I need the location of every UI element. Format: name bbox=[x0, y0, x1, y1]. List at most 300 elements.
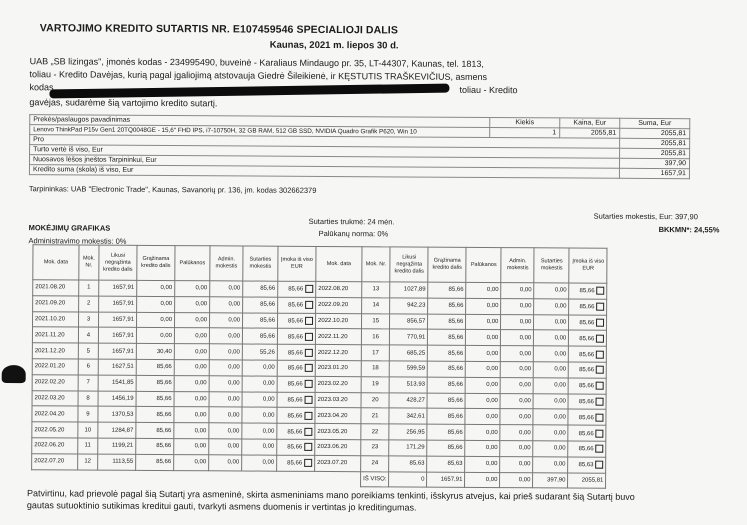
payment-date bbox=[32, 359, 78, 375]
payment-checkbox[interactable] bbox=[596, 334, 604, 342]
payment-checkbox[interactable] bbox=[596, 350, 604, 358]
schedule-value: 55,26 bbox=[259, 349, 275, 356]
schedule-cell bbox=[390, 282, 428, 298]
payment-number bbox=[78, 343, 98, 359]
schedule-cell bbox=[569, 362, 607, 378]
schedule-value: 0,00 bbox=[228, 285, 241, 292]
schedule-value: 0,00 bbox=[194, 443, 207, 450]
schedule-value: 85,66 bbox=[579, 320, 595, 327]
payment-date bbox=[315, 439, 361, 455]
schedule-cell bbox=[390, 298, 428, 314]
schedule-value: 0,00 bbox=[194, 427, 207, 434]
schedule-value: 16 bbox=[372, 334, 379, 341]
schedule-value: 1456,19 bbox=[111, 395, 134, 402]
payment-date bbox=[316, 297, 362, 313]
schedule-cell bbox=[99, 280, 137, 296]
schedule-total-spacer bbox=[174, 470, 209, 486]
schedule-total-spacer bbox=[32, 469, 78, 485]
payment-number bbox=[78, 391, 98, 407]
schedule-value: 18 bbox=[372, 365, 379, 372]
schedule-header-right-0: Mok. data bbox=[316, 246, 362, 281]
admin-fee: Administravimo mokestis: 0% bbox=[28, 236, 127, 246]
schedule-cell bbox=[569, 299, 607, 315]
schedule-value: 85,66 bbox=[448, 318, 464, 325]
schedule-value: 0,00 bbox=[227, 427, 240, 435]
schedule-value: 85,66 bbox=[448, 366, 464, 373]
schedule-value: 85,66 bbox=[156, 459, 172, 466]
schedule-value: 85,66 bbox=[260, 301, 276, 308]
payment-checkbox[interactable] bbox=[597, 287, 605, 295]
schedule-value: 0,00 bbox=[194, 459, 207, 466]
payment-checkbox[interactable] bbox=[596, 366, 604, 374]
asset-total-label: Turto vertė iš viso, Eur bbox=[30, 145, 620, 159]
schedule-value: 0,00 bbox=[519, 303, 532, 310]
schedule-cell bbox=[209, 391, 242, 407]
schedule-cell bbox=[277, 360, 315, 376]
payment-checkbox[interactable] bbox=[304, 459, 312, 467]
schedule-cell bbox=[568, 394, 606, 410]
schedule-cell bbox=[137, 312, 175, 328]
contract-date: Kaunas, 2021 m. liepos 30 d. bbox=[269, 39, 399, 52]
schedule-cell bbox=[136, 391, 174, 407]
payment-number bbox=[361, 424, 389, 440]
schedule-cell bbox=[500, 409, 533, 425]
schedule-value: 0,00 bbox=[554, 382, 567, 389]
schedule-value: 0,00 bbox=[554, 335, 567, 342]
schedule-header-right-3: Grąžinama kredito dalis bbox=[428, 247, 466, 282]
schedule-cell bbox=[136, 407, 174, 423]
schedule-value: 0,00 bbox=[228, 333, 240, 340]
payment-number bbox=[361, 329, 389, 345]
payment-number bbox=[78, 406, 98, 422]
schedule-value: 2023.04.20 bbox=[317, 412, 348, 419]
schedule-value: 85,66 bbox=[447, 381, 464, 389]
schedule-value: 85,66 bbox=[260, 317, 276, 324]
bkkmn-rate: BKKMN*: 24,55% bbox=[658, 225, 720, 235]
schedule-cell bbox=[569, 346, 607, 362]
schedule-cell bbox=[242, 328, 277, 344]
schedule-value: 14 bbox=[372, 302, 380, 309]
schedule-cell bbox=[277, 408, 315, 424]
payment-date bbox=[316, 281, 362, 297]
payment-date bbox=[33, 280, 79, 296]
schedule-header-left-7: Įmoka iš viso EUR bbox=[278, 246, 316, 281]
payment-checkbox[interactable] bbox=[596, 319, 604, 327]
schedule-cell bbox=[174, 423, 209, 439]
schedule-cell bbox=[98, 327, 136, 343]
schedule-value: 0,00 bbox=[486, 429, 498, 436]
schedule-value: 0,00 bbox=[227, 412, 240, 419]
schedule-value: 0,00 bbox=[554, 414, 566, 421]
schedule-value: 0,00 bbox=[518, 461, 531, 468]
schedule-value: 685,25 bbox=[406, 350, 426, 357]
schedule-value: 2022.08.20 bbox=[318, 286, 349, 293]
payment-schedule-table bbox=[31, 244, 608, 489]
schedule-cell bbox=[278, 297, 316, 313]
schedule-value: 0,00 bbox=[195, 301, 208, 308]
party-paragraph-1: UAB „SB lizingas", įmonės kodas - 234995490, buveinė - Karaliaus Mindaugo pr. 35, LT-44307, Kaunas, tel. 1813, bbox=[29, 56, 484, 69]
payment-checkbox[interactable] bbox=[596, 398, 604, 406]
schedule-value: 342,61 bbox=[406, 413, 425, 420]
payment-number bbox=[78, 359, 98, 375]
schedule-value: 0,00 bbox=[519, 429, 531, 436]
schedule-cell bbox=[98, 343, 136, 359]
schedule-cell bbox=[98, 359, 136, 375]
schedule-value: 12 bbox=[84, 458, 92, 465]
schedule-value: 1541,85 bbox=[111, 379, 134, 386]
schedule-value: 0,00 bbox=[486, 397, 498, 405]
schedule-cell bbox=[174, 344, 209, 360]
schedule-value: 85,66 bbox=[156, 411, 172, 418]
schedule-cell bbox=[242, 344, 277, 360]
payment-checkbox[interactable] bbox=[305, 333, 313, 341]
schedule-value: 85,66 bbox=[287, 381, 303, 388]
schedule-cell bbox=[500, 425, 533, 441]
schedule-value: 0,00 bbox=[519, 287, 532, 294]
schedule-header-left-5: Admin. mokestis bbox=[210, 246, 243, 281]
schedule-value: 0,00 bbox=[228, 348, 240, 356]
schedule-cell bbox=[533, 409, 568, 425]
schedule-value: 1 bbox=[87, 284, 91, 291]
schedule-cell bbox=[389, 392, 427, 408]
schedule-value: 0,00 bbox=[262, 396, 275, 403]
schedule-cell bbox=[533, 425, 568, 441]
payment-number bbox=[79, 280, 99, 296]
schedule-cell bbox=[501, 298, 534, 314]
payment-checkbox[interactable] bbox=[305, 301, 313, 309]
schedule-value: 0,00 bbox=[160, 301, 173, 308]
schedule-value: 85,66 bbox=[578, 399, 594, 406]
schedule-value: 0,00 bbox=[262, 412, 275, 419]
schedule-value: 85,66 bbox=[287, 365, 303, 372]
schedule-cell bbox=[277, 376, 315, 392]
schedule-value: 9 bbox=[86, 411, 90, 418]
schedule-total-spacer bbox=[209, 470, 242, 486]
schedule-cell bbox=[209, 407, 242, 423]
payment-number bbox=[79, 312, 99, 328]
schedule-value: 85,66 bbox=[288, 318, 304, 325]
payment-checkbox[interactable] bbox=[304, 443, 312, 451]
schedule-cell bbox=[466, 282, 501, 298]
schedule-value: 0,00 bbox=[553, 445, 566, 452]
schedule-total-value: 0,00 bbox=[500, 472, 533, 488]
schedule-cell bbox=[568, 378, 606, 394]
payment-checkbox[interactable] bbox=[595, 461, 603, 469]
footer-line-2: gautas sutuoktinio sutikimas kreditui gauti, tvarkyti asmens duomenis ir vertintas jo kreditingumas. bbox=[26, 500, 417, 513]
payment-date bbox=[32, 453, 78, 469]
schedule-cell bbox=[534, 346, 569, 362]
schedule-value: 0,00 bbox=[519, 366, 532, 373]
schedule-cell bbox=[99, 296, 137, 312]
party-paragraph-4: gavėjas, sudarėme šią vartojimo kredito sutartį. bbox=[29, 97, 218, 109]
schedule-cell bbox=[243, 281, 278, 297]
schedule-cell bbox=[209, 423, 242, 439]
schedule-cell bbox=[390, 329, 428, 345]
payment-number bbox=[78, 422, 98, 438]
schedule-value: 1657,91 bbox=[112, 316, 135, 323]
schedule-cell bbox=[427, 393, 465, 409]
payment-number bbox=[79, 296, 99, 312]
product-header-name: Prekės/paslaugos pavadinimas bbox=[30, 115, 490, 128]
schedule-value: 10 bbox=[84, 427, 92, 434]
product-item-name: Lenovo ThinkPad P15v Gen1 20TQ0048GE - 15,6" FHD IPS, i7-10750H, 32 GB RAM, 512 GB SSD, NVIDIA Quadro Grafik P620, Win 10 bbox=[30, 125, 490, 138]
schedule-value: 85,66 bbox=[156, 364, 172, 371]
schedule-total-value: 0,00 bbox=[465, 472, 500, 488]
schedule-value: 24 bbox=[371, 460, 379, 467]
schedule-value: 1657,91 bbox=[112, 348, 134, 355]
schedule-value: 6 bbox=[86, 363, 90, 370]
payment-number bbox=[362, 298, 390, 314]
payment-date bbox=[315, 376, 361, 392]
own-funds-value: 397,90 bbox=[619, 158, 689, 168]
schedule-value: 4 bbox=[86, 332, 91, 339]
schedule-total-spacer bbox=[98, 470, 136, 486]
schedule-value: 0,00 bbox=[486, 366, 499, 373]
contract-title: VARTOJIMO KREDITO SUTARTIS NR. E107459546 SPECIALIOJI DALIS bbox=[39, 22, 398, 37]
schedule-value: 85,66 bbox=[447, 413, 463, 420]
payment-date bbox=[32, 327, 78, 343]
asset-total-value: 2055,81 bbox=[620, 148, 690, 158]
schedule-cell bbox=[533, 393, 568, 409]
schedule-header-right-1: Mok. Nr. bbox=[362, 247, 391, 282]
schedule-value: 1284,87 bbox=[111, 427, 134, 434]
payment-date bbox=[33, 296, 79, 312]
schedule-total-spacer bbox=[277, 471, 315, 487]
footer-line-1: Patvirtinu, kad prievolė pagal šią Sutartį yra asmeninė, skirta asmeniniams mano poreikiams tenkinti, išskyrus atvejus, kai prieš sudarant šią Sutartį buvo bbox=[26, 488, 635, 502]
schedule-value: 85,66 bbox=[579, 288, 595, 295]
payment-number bbox=[361, 345, 389, 361]
schedule-value: 85,66 bbox=[156, 380, 172, 387]
own-funds-label: Nuosavos lėšos įneštos Tarpininkui, Eur bbox=[29, 155, 619, 169]
schedule-value: 0,00 bbox=[485, 461, 498, 468]
schedule-cell bbox=[501, 314, 534, 330]
schedule-cell bbox=[500, 456, 533, 472]
credit-total-label: Kredito suma (skola) iš viso, Eur bbox=[29, 165, 619, 179]
schedule-value: 0,00 bbox=[519, 334, 532, 342]
schedule-cell bbox=[428, 282, 466, 298]
schedule-value: 0,00 bbox=[262, 380, 275, 387]
schedule-value: 85,66 bbox=[288, 302, 304, 309]
payment-number bbox=[361, 392, 389, 408]
schedule-cell bbox=[465, 377, 500, 393]
schedule-value: 1027,89 bbox=[403, 286, 426, 293]
schedule-value: 85,66 bbox=[287, 349, 303, 357]
schedule-cell bbox=[428, 361, 466, 377]
schedule-cell bbox=[389, 408, 427, 424]
payment-checkbox[interactable] bbox=[305, 285, 313, 293]
schedule-value: 1113,55 bbox=[112, 458, 134, 465]
schedule-value: 1199,21 bbox=[112, 443, 134, 450]
schedule-value: 85,66 bbox=[287, 413, 303, 420]
schedule-value: 0,00 bbox=[486, 413, 498, 420]
schedule-value: 0,00 bbox=[195, 364, 207, 371]
redaction-bar bbox=[49, 84, 449, 99]
schedule-value: 85,66 bbox=[287, 428, 303, 435]
payment-date bbox=[315, 408, 361, 424]
schedule-value: 20 bbox=[371, 397, 379, 404]
schedule-cell bbox=[174, 454, 209, 470]
schedule-cell bbox=[98, 375, 136, 391]
schedule-value: 0,00 bbox=[554, 303, 567, 310]
schedule-value: 0,00 bbox=[486, 287, 499, 294]
schedule-value: 2021.09.20 bbox=[35, 300, 66, 307]
party-paragraph-3-right: toliau - Kredito bbox=[459, 84, 518, 96]
schedule-cell bbox=[466, 314, 501, 330]
payment-date bbox=[315, 392, 361, 408]
schedule-header-left-6: Sutarties mokestis bbox=[243, 246, 278, 281]
product-pro-label: Pro bbox=[30, 135, 620, 149]
schedule-header-left-0: Mok. data bbox=[33, 245, 79, 280]
schedule-total-value: 2055,81 bbox=[568, 473, 606, 489]
payment-number bbox=[361, 455, 389, 471]
schedule-value: 0,00 bbox=[486, 318, 499, 326]
schedule-cell bbox=[500, 441, 533, 457]
schedule-value: 0,00 bbox=[519, 398, 531, 405]
schedule-cell bbox=[174, 407, 209, 423]
schedule-value: 1657,91 bbox=[112, 300, 135, 308]
schedule-cell bbox=[533, 378, 568, 394]
payment-checkbox[interactable] bbox=[305, 317, 313, 325]
payment-checkbox[interactable] bbox=[596, 413, 604, 421]
schedule-cell bbox=[136, 375, 174, 391]
schedule-cell bbox=[174, 439, 209, 455]
schedule-total-row bbox=[32, 469, 606, 488]
schedule-cell bbox=[277, 392, 315, 408]
schedule-value: 5 bbox=[86, 348, 91, 355]
payment-checkbox[interactable] bbox=[596, 429, 604, 437]
schedule-cell bbox=[209, 360, 242, 376]
schedule-cell bbox=[137, 280, 175, 296]
schedule-header-left-4: Palūkanos bbox=[175, 246, 210, 281]
schedule-value: 0,00 bbox=[227, 443, 240, 450]
payment-checkbox[interactable] bbox=[305, 380, 313, 388]
schedule-cell bbox=[569, 315, 607, 331]
schedule-cell bbox=[501, 362, 534, 378]
schedule-cell bbox=[389, 424, 427, 440]
schedule-cell bbox=[243, 297, 278, 313]
schedule-value: 0,00 bbox=[486, 334, 499, 341]
schedule-value: 0,00 bbox=[485, 445, 498, 452]
schedule-cell bbox=[136, 454, 174, 470]
schedule-cell bbox=[534, 330, 569, 346]
payment-number bbox=[361, 361, 389, 377]
payment-checkbox[interactable] bbox=[596, 303, 604, 311]
schedule-value: 2023.06.20 bbox=[317, 444, 348, 451]
schedule-value: 0,00 bbox=[195, 348, 207, 355]
schedule-cell bbox=[242, 455, 277, 471]
schedule-value: 0,00 bbox=[227, 380, 240, 387]
schedule-cell bbox=[569, 330, 607, 346]
payment-checkbox[interactable] bbox=[305, 348, 313, 356]
schedule-value: 2022.06.20 bbox=[34, 442, 65, 449]
payment-checkbox[interactable] bbox=[305, 364, 313, 372]
schedule-value: 0,00 bbox=[554, 319, 567, 326]
schedule-value: 0,00 bbox=[554, 366, 567, 373]
schedule-cell bbox=[242, 439, 277, 455]
payment-checkbox[interactable] bbox=[304, 427, 312, 435]
schedule-value: 599,59 bbox=[406, 365, 426, 372]
intermediary-line: Tarpininkas: UAB "Electronic Trade", Kaunas, Savanorių pr. 136, įm. kodas 302662379 bbox=[28, 184, 317, 195]
schedule-cell bbox=[427, 456, 465, 472]
schedule-cell bbox=[209, 328, 242, 344]
schedule-cell bbox=[174, 375, 209, 391]
schedule-value: 85,66 bbox=[578, 383, 595, 390]
schedule-cell bbox=[427, 377, 465, 393]
schedule-value: 1370,53 bbox=[111, 411, 134, 418]
schedule-cell bbox=[428, 345, 466, 361]
schedule-cell bbox=[534, 362, 569, 378]
schedule-value: 85,66 bbox=[579, 367, 595, 374]
schedule-header-right-6: Sutarties mokestis bbox=[534, 248, 569, 283]
product-header-price: Kaina, Eur bbox=[560, 118, 620, 128]
product-item-price: 2055,81 bbox=[560, 128, 620, 138]
schedule-cell bbox=[466, 361, 501, 377]
product-item-qty: 1 bbox=[490, 127, 560, 137]
payment-checkbox[interactable] bbox=[596, 445, 604, 453]
schedule-value: 2022.10.20 bbox=[318, 317, 349, 325]
schedule-value: 85,66 bbox=[579, 304, 595, 311]
schedule-cell bbox=[390, 313, 428, 329]
schedule-cell bbox=[242, 423, 277, 439]
schedule-value: 85,63 bbox=[447, 460, 463, 467]
schedule-cell bbox=[465, 440, 500, 456]
payment-checkbox[interactable] bbox=[304, 412, 312, 420]
schedule-value: 8 bbox=[86, 395, 90, 402]
schedule-value: 0,00 bbox=[160, 316, 173, 324]
schedule-cell bbox=[427, 424, 465, 440]
payment-date bbox=[315, 360, 361, 376]
schedule-value: 2022.05.20 bbox=[34, 426, 65, 433]
schedule-value: 2023.01.20 bbox=[317, 365, 348, 372]
schedule-cell bbox=[427, 440, 465, 456]
schedule-cell bbox=[242, 313, 277, 329]
schedule-cell bbox=[242, 407, 277, 423]
schedule-value: 0,00 bbox=[228, 364, 240, 371]
schedule-value: 85,66 bbox=[447, 445, 463, 452]
schedule-value: 85,66 bbox=[448, 302, 464, 310]
interest-rate: Palūkanų norma: 0% bbox=[318, 228, 389, 239]
schedule-cell bbox=[136, 344, 174, 360]
schedule-cell bbox=[277, 329, 315, 345]
schedule-header-left-1: Mok. Nr. bbox=[79, 245, 99, 280]
payment-checkbox[interactable] bbox=[596, 382, 604, 390]
schedule-value: 256,95 bbox=[406, 429, 425, 436]
payment-date bbox=[33, 311, 79, 327]
schedule-value: 13 bbox=[372, 286, 380, 293]
schedule-value: 0,00 bbox=[195, 285, 208, 292]
schedule-value: 2021.12.20 bbox=[34, 347, 65, 354]
schedule-value: 0,00 bbox=[228, 301, 241, 308]
payment-date bbox=[32, 422, 78, 438]
schedule-cell bbox=[501, 330, 534, 346]
schedule-value: 19 bbox=[371, 381, 379, 388]
schedule-value: 0,00 bbox=[519, 382, 532, 389]
payment-checkbox[interactable] bbox=[305, 396, 313, 404]
party-paragraph-2: toliau - Kredito Davėjas, kurią pagal įgaliojimą atstovauja Giedrė Šileikienė, ir KĘSTUTIS TRAŠKEVIČIUS, asmens bbox=[29, 69, 488, 82]
party-paragraph-3-left: kodas bbox=[29, 82, 54, 93]
schedule-cell bbox=[569, 283, 607, 299]
schedule-cell bbox=[210, 281, 243, 297]
schedule-value: 2022.11.20 bbox=[317, 333, 348, 340]
schedule-total-spacer bbox=[78, 470, 98, 486]
schedule-value: 0,00 bbox=[227, 396, 240, 403]
schedule-cell bbox=[500, 393, 533, 409]
payment-number bbox=[78, 454, 98, 470]
schedule-cell bbox=[209, 344, 242, 360]
payment-number bbox=[78, 438, 98, 454]
schedule-value: 85,66 bbox=[287, 334, 303, 341]
schedule-cell bbox=[534, 283, 569, 299]
